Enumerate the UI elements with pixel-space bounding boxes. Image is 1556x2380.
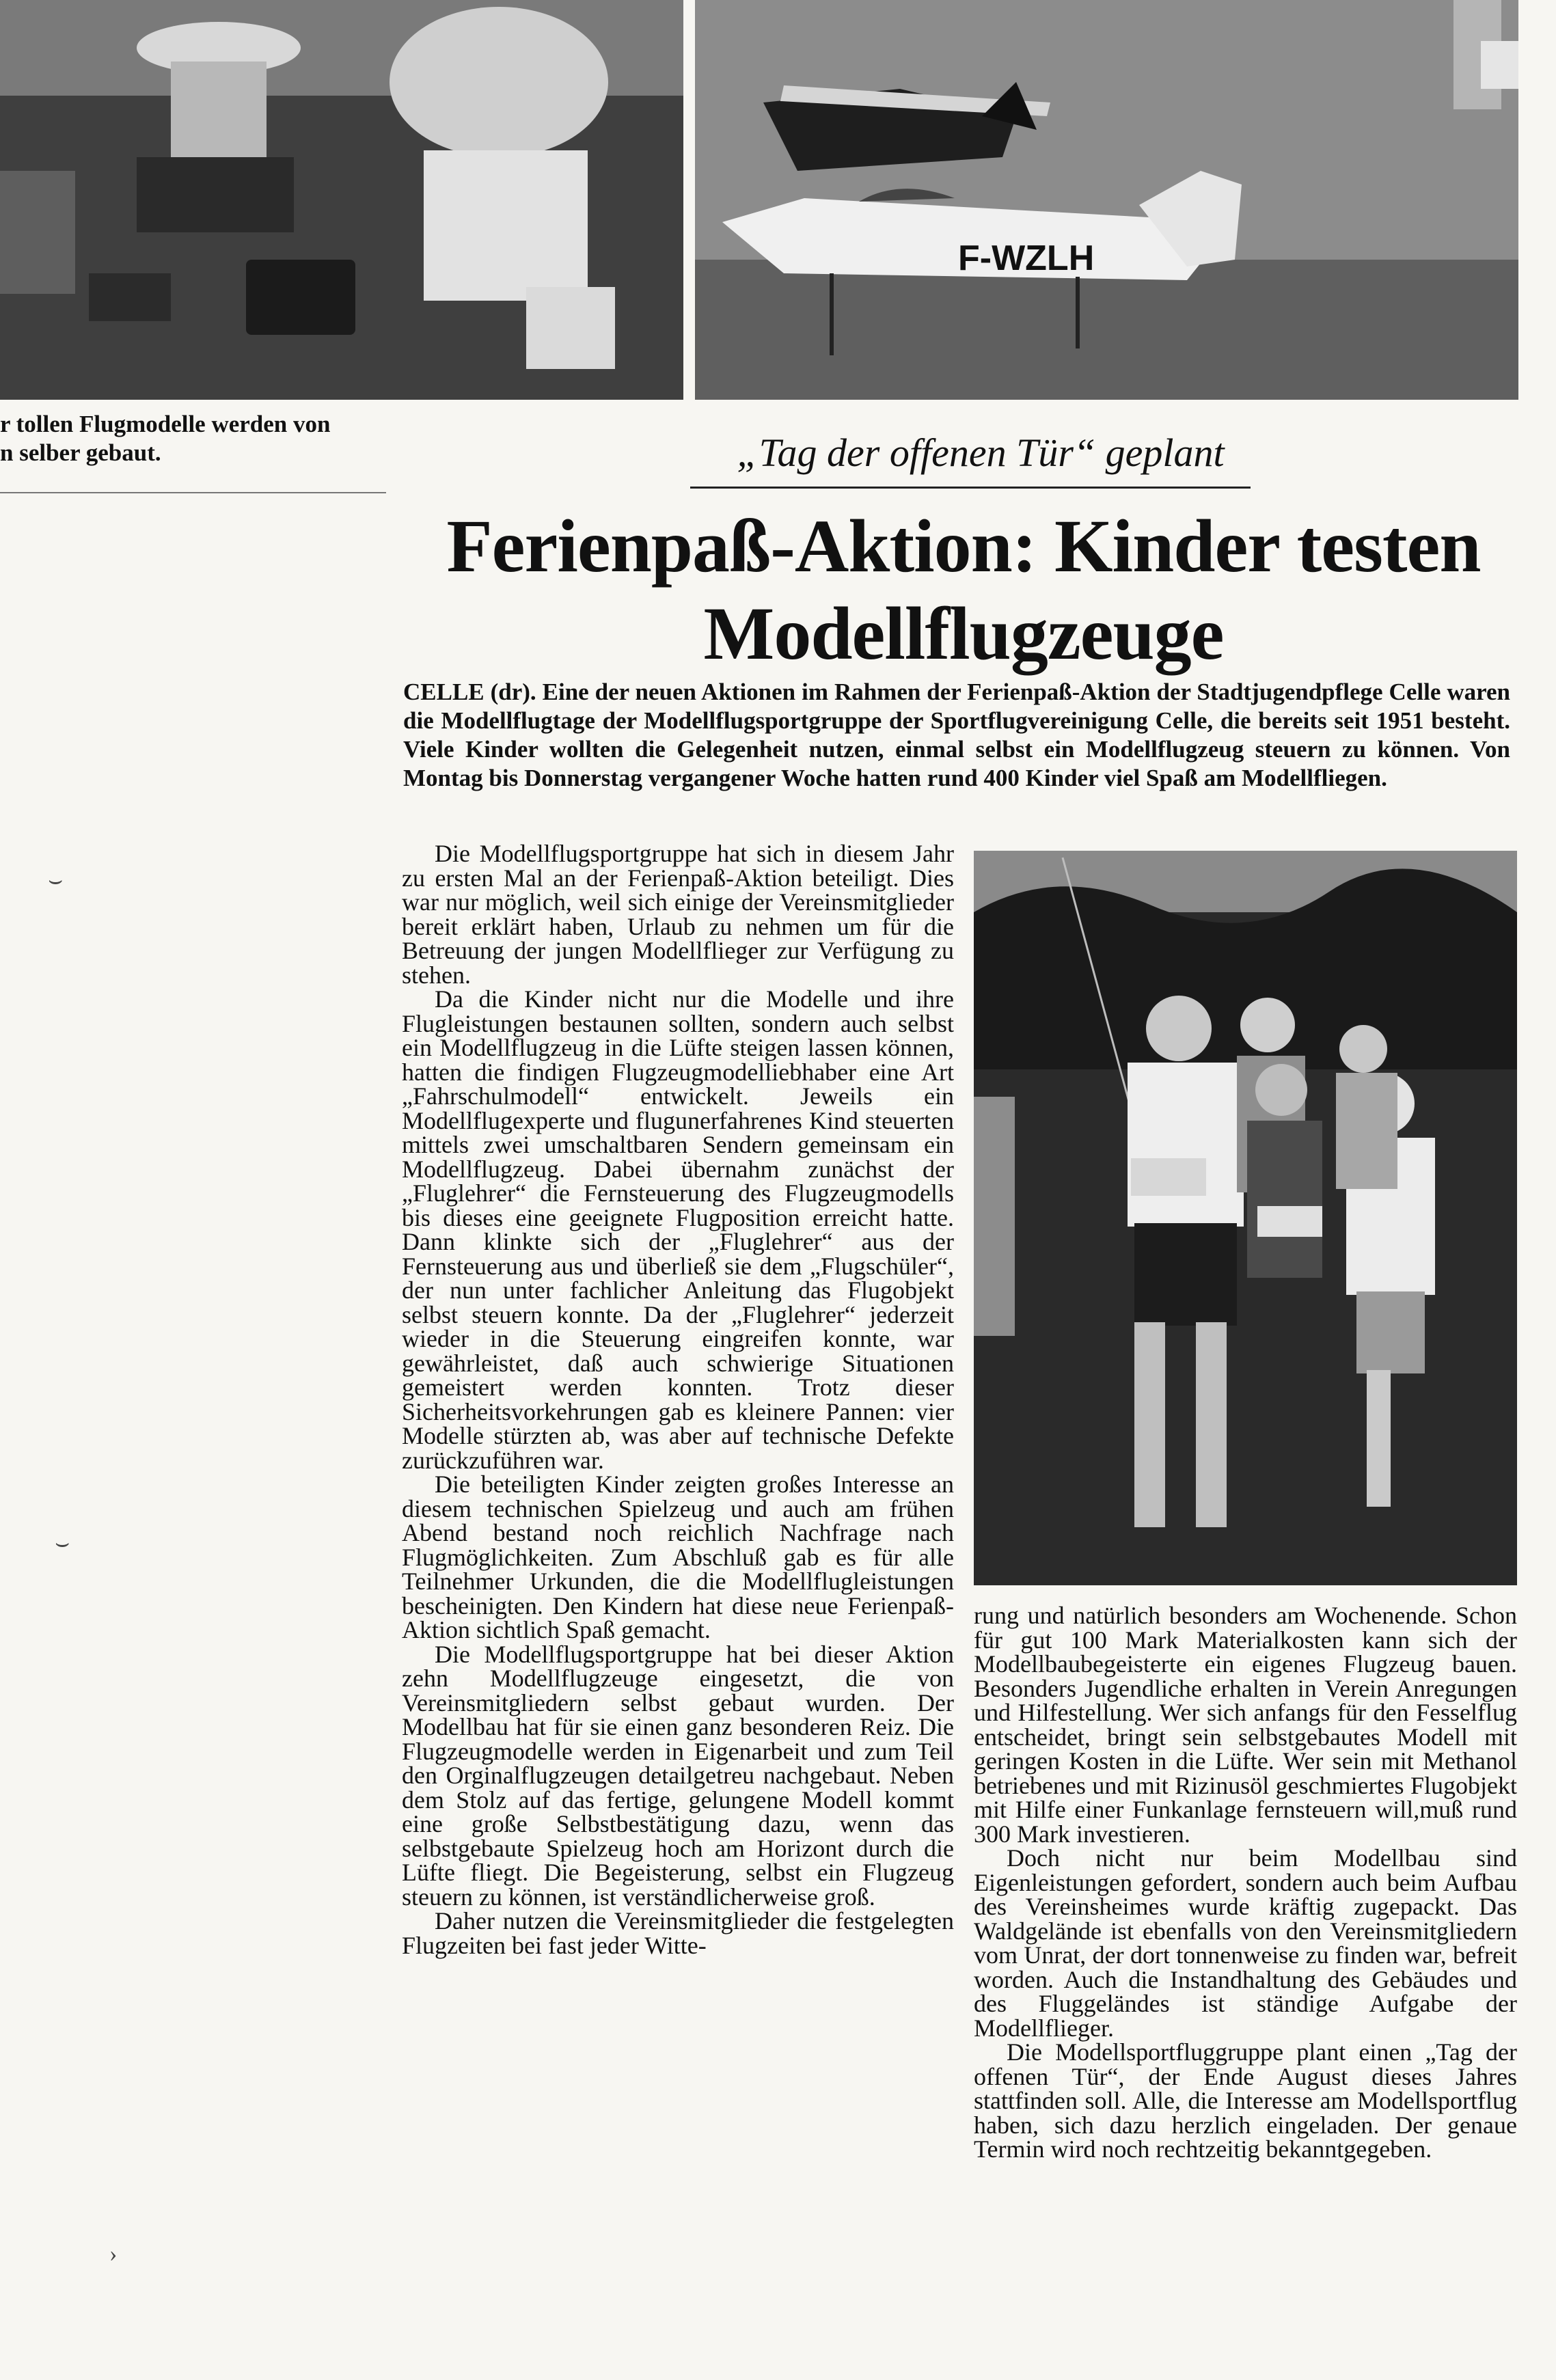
caption-line-1: r tollen Flugmodelle werden von: [0, 411, 331, 437]
caption-line-2: n selber gebaut.: [0, 439, 161, 466]
article-column-1: [402, 842, 954, 1958]
lead-paragraph: CELLE (dr). Eine der neuen Aktionen im Rahmen der Ferienpaß-Aktion der Stadtjugendpflege Celle waren die Modellflugtage der Modellflugsportgruppe der Sportflugvereinigung Celle, die bereits seit 1951 besteht. Viele Kinder wollten die Gelegenheit nutzen, einmal selbst ein Modellflugzeug steuern zu können. Von Montag bis Donnerstag vergangener Woche hatten rund 400 Kinder viel Spaß am Modellfliegen.: [403, 679, 1510, 791]
headline-line-2: Modellflugzeuge: [703, 592, 1224, 675]
column-2-paragraph-2: Doch nicht nur beim Modellbau sind Eigenleistungen gefordert, sondern auch beim Aufbau des Vereinsheimes wurde kräftig zugepackt. Das Waldgelände ist ebenfalls von den Vereinsmitgliedern vom Unrat, der dort tonnenweise zu finden war, befreit worden. Auch die Instandhaltung des Gebäudes und des Fluggeländes ist ständige Aufgabe der Modellflieger.: [974, 1844, 1517, 2042]
scan-mark: ⌣: [48, 868, 64, 893]
column-1-paragraph-4: Die Modellflugsportgruppe hat bei dieser Aktion zehn Modellflugzeuge eingesetzt, die von Vereinsmitgliedern selbst gebaut wurden. Der Modellbau hat für sie einen ganz besonderen Reiz. Die Flugzeugmodelle werden in Eigenarbeit und zum Teil den Orginalflugzeugen detailgetreu nachgebaut. Neben dem Stolz auf das fertige, gelungene Modell kommt eine große Selbstbestätigung dazu, wenn das selbstgebaute Spielzeug hoch am Horizont durch die Lüfte fliegt. Die Begeisterung, selbst ein Flugzeug steuern zu können, ist verständlicherweise groß.: [402, 1640, 954, 1911]
column-1-paragraph-5: Daher nutzen die Vereinsmitglieder die festgelegten Flugzeiten bei fast jeder Witte-: [402, 1907, 954, 1959]
column-2-paragraph-3: Die Modellsportfluggruppe plant einen „Tag der offenen Tür“, der Ende August dieses Jahres stattfinden soll. Alle, die Interesse am Modellsportflug haben, sich dazu herzlich eingeladen. Der genaue Termin wird noch rechtzeitig bekanntgegeben.: [974, 2038, 1517, 2163]
headline: [383, 502, 1544, 677]
plane-registration: F-WZLH: [958, 238, 1095, 278]
kicker: „Tag der offenen Tür“ geplant: [737, 430, 1225, 475]
scan-mark: ⌣: [55, 1531, 70, 1556]
photo-children-building-models: [0, 0, 683, 400]
article-column-2: [974, 1604, 1517, 2162]
photo-kids-flying-models: [974, 851, 1517, 1585]
headline-line-1: Ferienpaß-Aktion: Kinder testen: [446, 504, 1481, 588]
caption-rule: [0, 492, 386, 493]
scan-mark: ›: [109, 2241, 118, 2267]
photo-caption: [0, 410, 383, 467]
kicker-underline: [690, 487, 1251, 489]
photo-model-airplanes: [695, 0, 1518, 400]
column-1-paragraph-2: Da die Kinder nicht nur die Modelle und ihre Flugleistungen bestaunen sollten, sondern auch selbst ein Modellflugzeug in die Lüfte steigen lassen können, hatten die findigen Flugzeugmodelliebhaber eine Art „Fahrschulmodell“ entwickelt. Jeweils ein Modellflugexperte und flugunerfahrenes Kind steuerten mittels zwei umschaltbaren Sendern gemeinsam ein Modellflugzeug. Dabei übernahm zunächst der „Fluglehrer“ die Fernsteuerung des Flugzeugmodells bis dieses eine geeignete Flugposition erreicht hatte. Dann klinkte sich der „Fluglehrer“ aus der Fernsteuerung aus und überließ sie dem „Flugschüler“, der nun unter fachlicher Anleitung das Flugobjekt selbst steuern konnte. Da der „Fluglehrer“ jederzeit wieder in die Steuerung eingreifen konnte, war gewährleistet, daß auch schwierige Situationen gemeistert werden konnten. Trotz dieser Sicherheitsvorkehrungen gab es kleinere Pannen: vier Modelle stürzten ab, was aber auf technische Defekte zurückzuführen war.: [402, 985, 954, 1474]
column-1-paragraph-1: Die Modellflugsportgruppe hat sich in diesem Jahr zu ersten Mal an der Ferienpaß-Aktion beteiligt. Dies war nur möglich, weil sich einige der Vereinsmitglieder bereit erklärt haben, Urlaub zu nehmen um für die Betreuung der jungen Modellflieger zur Verfügung zu stehen.: [402, 840, 954, 989]
column-1-paragraph-3: Die beteiligten Kinder zeigten großes Interesse an diesem technischen Spielzeug und auch am frühen Abend bestand noch reichlich Nachfrage nach Flugmöglichkeiten. Zum Abschluß gab es für alle Teilnehmer Urkunden, die die Modellflugleistungen bescheinigten. Den Kindern hat diese neue Ferienpaß-Aktion sichtlich Spaß gemacht.: [402, 1471, 954, 1643]
column-2-paragraph-1: rung und natürlich besonders am Wochenende. Schon für gut 100 Mark Materialkosten kann sich der Modellbaubegeisterte ein eigenes Flugzeug bauen. Besonders Jugendliche erhalten in Verein Anregungen und Hilfestellung. Wer sich anfangs für den Fesselflug entscheidet, bringt sein selbstgebautes Modell mit geringen Kosten in die Lüfte. Wer sein mit Methanol betriebenes und mit Rizinusöl geschmiertes Flugobjekt mit Hilfe einer Funkanlage fernsteuern will,muß rund 300 Mark investieren.: [974, 1602, 1517, 1848]
